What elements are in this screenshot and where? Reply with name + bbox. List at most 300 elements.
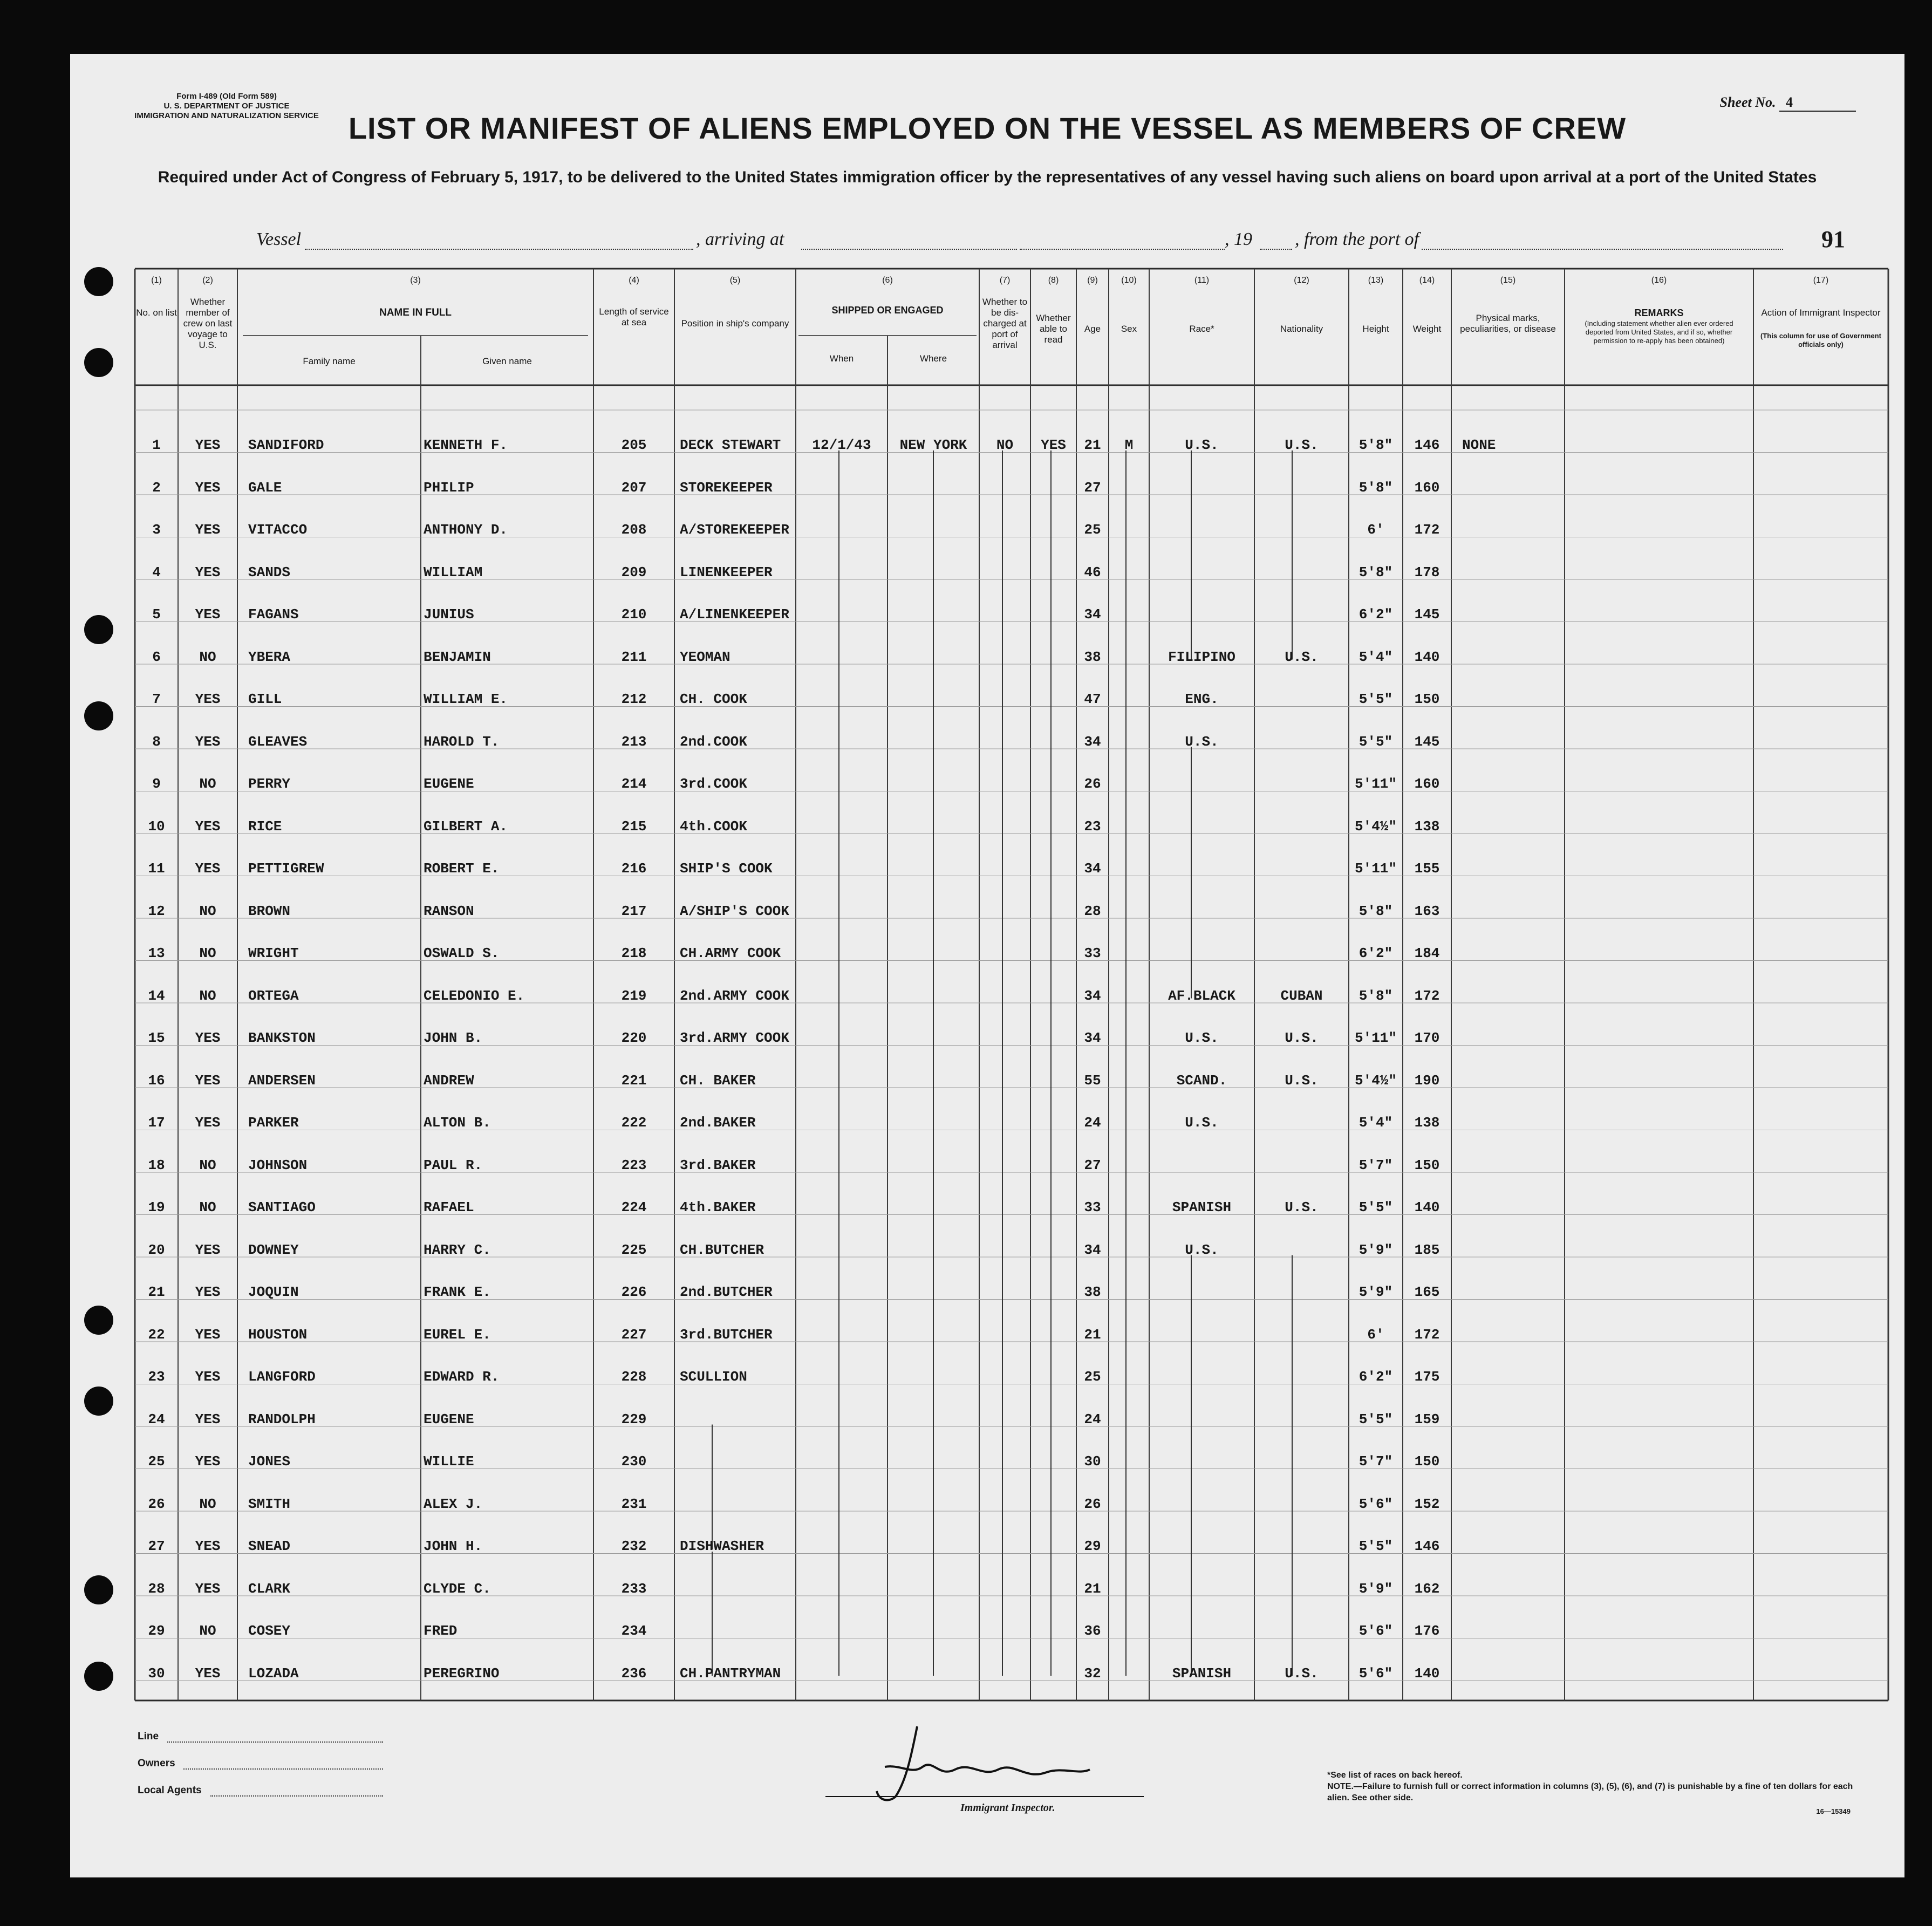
row-number-cell: 12 [148, 903, 165, 919]
family-name-cell: JONES [248, 1453, 291, 1470]
physical-marks-cell: NONE [1462, 437, 1496, 453]
row-number-cell: 26 [148, 1495, 165, 1512]
family-name-cell: PERRY [248, 776, 291, 792]
age-cell: 33 [1084, 945, 1101, 961]
member-last-voyage-cell: YES [195, 1369, 221, 1385]
height-cell: 5'8" [1358, 437, 1393, 453]
position-cell: A/LINENKEEPER [680, 606, 789, 623]
header-physical-marks: Physical marks, peculiarities, or disease [1460, 313, 1556, 334]
col-num: (5) [729, 276, 741, 285]
header-remarks-note: (Including statement whether alien ever ordered deported from United States, and if so, whether permission to re-apply has been obtained) [1585, 319, 1733, 345]
member-last-voyage-cell: YES [195, 1665, 221, 1682]
position-cell: 4th.COOK [680, 818, 747, 835]
height-cell: 5'4½" [1354, 1072, 1397, 1089]
age-cell: 26 [1084, 1495, 1101, 1512]
height-cell: 5'9" [1358, 1241, 1393, 1258]
manifest-sheet [70, 54, 1904, 1877]
age-cell: 36 [1084, 1623, 1101, 1639]
height-cell: 6'2" [1358, 606, 1393, 623]
weight-cell: 170 [1414, 1030, 1440, 1046]
family-name-cell: CLARK [248, 1580, 291, 1597]
family-name-cell: HOUSTON [248, 1326, 308, 1343]
height-cell: 5'4" [1358, 648, 1393, 665]
position-cell: 2nd.BUTCHER [680, 1284, 773, 1300]
position-cell: 3rd.BUTCHER [680, 1326, 773, 1343]
header-action-note: (This column for use of Government officials only) [1760, 332, 1881, 349]
nationality-cell: U.S. [1285, 437, 1319, 453]
length-of-service-cell: 208 [621, 522, 647, 538]
nationality-cell: U.S. [1285, 1665, 1319, 1682]
line-blank [167, 1741, 383, 1743]
length-of-service-cell: 209 [621, 564, 647, 580]
position-cell: STOREKEEPER [680, 479, 773, 496]
position-cell: CH.PANTRYMAN [680, 1665, 781, 1682]
height-cell: 6' [1367, 1326, 1384, 1343]
row-number-cell: 22 [148, 1326, 165, 1343]
family-name-cell: SANDS [248, 564, 291, 580]
height-cell: 5'11" [1354, 860, 1397, 877]
given-name-cell: JUNIUS [424, 606, 474, 623]
weight-cell: 140 [1414, 648, 1440, 665]
length-of-service-cell: 224 [621, 1199, 647, 1215]
position-cell: SHIP'S COOK [680, 860, 773, 877]
length-of-service-cell: 233 [621, 1580, 647, 1597]
family-name-cell: BANKSTON [248, 1030, 316, 1046]
race-cell: SPANISH [1172, 1199, 1232, 1215]
member-last-voyage-cell: YES [195, 1284, 221, 1300]
weight-cell: 175 [1414, 1369, 1440, 1385]
family-name-cell: FAGANS [248, 606, 299, 623]
member-last-voyage-cell: NO [199, 1623, 216, 1639]
row-number-cell: 6 [152, 648, 161, 665]
position-cell: 3rd.COOK [680, 776, 747, 792]
weight-cell: 152 [1414, 1495, 1440, 1512]
position-cell: CH.BUTCHER [680, 1241, 764, 1258]
given-name-cell: EUREL E. [424, 1326, 491, 1343]
length-of-service-cell: 215 [621, 818, 647, 835]
length-of-service-cell: 230 [621, 1453, 647, 1470]
member-last-voyage-cell: YES [195, 860, 221, 877]
race-cell: U.S. [1185, 1115, 1219, 1131]
race-note: *See list of races on back hereof. [1327, 1771, 1463, 1780]
col-num: (12) [1294, 276, 1309, 285]
weight-cell: 155 [1414, 860, 1440, 877]
height-cell: 6'2" [1358, 945, 1393, 961]
given-name-cell: HAROLD T. [424, 733, 500, 750]
member-last-voyage-cell: NO [199, 1495, 216, 1512]
col-num: (16) [1651, 276, 1667, 285]
weight-cell: 172 [1414, 987, 1440, 1004]
member-last-voyage-cell: NO [199, 903, 216, 919]
header-nationality: Nationality [1280, 324, 1323, 334]
row-number-cell: 8 [152, 733, 161, 750]
length-of-service-cell: 217 [621, 903, 647, 919]
age-cell: 21 [1084, 437, 1101, 453]
age-cell: 26 [1084, 776, 1101, 792]
position-cell: DECK STEWART [680, 437, 781, 453]
weight-cell: 146 [1414, 437, 1440, 453]
given-name-cell: EDWARD R. [424, 1369, 500, 1385]
col-num: (17) [1813, 276, 1829, 285]
family-name-cell: WRIGHT [248, 945, 299, 961]
position-cell: 2nd.BAKER [680, 1115, 756, 1131]
row-number-cell: 25 [148, 1453, 165, 1470]
member-last-voyage-cell: YES [195, 1580, 221, 1597]
nationality-cell: U.S. [1285, 1030, 1319, 1046]
length-of-service-cell: 212 [621, 691, 647, 707]
height-cell: 5'6" [1358, 1495, 1393, 1512]
weight-cell: 165 [1414, 1284, 1440, 1300]
height-cell: 6'2" [1358, 1369, 1393, 1385]
given-name-cell: GILBERT A. [424, 818, 508, 835]
age-cell: 34 [1084, 733, 1101, 750]
shipped-where-cell: NEW YORK [899, 437, 967, 453]
member-last-voyage-cell: NO [199, 945, 216, 961]
member-last-voyage-cell: YES [195, 1326, 221, 1343]
col-num: (3) [410, 276, 421, 285]
age-cell: 29 [1084, 1538, 1101, 1554]
row-number-cell: 16 [148, 1072, 165, 1089]
weight-cell: 150 [1414, 1453, 1440, 1470]
header-discharged: Whether to be dis-charged at port of arrival [982, 297, 1028, 350]
family-name-cell: RICE [248, 818, 282, 835]
given-name-cell: JOHN H. [424, 1538, 483, 1554]
header-given-name: Given name [482, 356, 532, 366]
race-cell: ENG. [1185, 691, 1219, 707]
member-last-voyage-cell: YES [195, 606, 221, 623]
member-last-voyage-cell: NO [199, 987, 216, 1004]
weight-cell: 146 [1414, 1538, 1440, 1554]
member-last-voyage-cell: YES [195, 1030, 221, 1046]
col-num: (8) [1048, 276, 1059, 285]
given-name-cell: ALEX J. [424, 1495, 483, 1512]
arriving-label: , arriving at [696, 229, 784, 249]
height-cell: 5'8" [1358, 564, 1393, 580]
family-name-cell: JOQUIN [248, 1284, 299, 1300]
height-cell: 5'7" [1358, 1157, 1393, 1173]
page-subtitle: Required under Act of Congress of February 5, 1917, to be delivered to the United States immigration officer by the representatives of any vessel having such aliens on board upon arrival at a port of the United States [158, 168, 1817, 186]
family-name-cell: GALE [248, 479, 282, 496]
row-number-cell: 1 [152, 437, 161, 453]
position-cell: SCULLION [680, 1369, 747, 1385]
row-number-cell: 21 [148, 1284, 165, 1300]
row-number-cell: 4 [152, 564, 161, 580]
header-weight: Weight [1412, 324, 1442, 334]
length-of-service-cell: 213 [621, 733, 647, 750]
family-name-cell: RANDOLPH [248, 1411, 316, 1428]
given-name-cell: RAFAEL [424, 1199, 474, 1215]
line-label: Line [138, 1731, 159, 1742]
family-name-cell: SMITH [248, 1495, 291, 1512]
header-length-of-service: Length of service at sea [599, 306, 669, 327]
family-name-cell: SNEAD [248, 1538, 291, 1554]
header-name-in-full: NAME IN FULL [379, 307, 452, 318]
footer-notes [1327, 1770, 1867, 1804]
length-of-service-cell: 205 [621, 437, 647, 453]
form-id-line: U. S. DEPARTMENT OF JUSTICE [163, 101, 290, 111]
position-cell: CH.ARMY COOK [680, 945, 781, 961]
race-cell: AF.BLACK [1168, 987, 1235, 1004]
family-name-cell: GILL [248, 691, 282, 707]
length-of-service-cell: 221 [621, 1072, 647, 1089]
length-of-service-cell: 220 [621, 1030, 647, 1046]
height-cell: 5'6" [1358, 1623, 1393, 1639]
family-name-cell: LANGFORD [248, 1369, 316, 1385]
given-name-cell: CLYDE C. [424, 1580, 491, 1597]
row-number-cell: 24 [148, 1411, 165, 1428]
given-name-cell: OSWALD S. [424, 945, 500, 961]
length-of-service-cell: 207 [621, 479, 647, 496]
inspector-signature [809, 1716, 1144, 1807]
height-cell: 5'4½" [1354, 818, 1397, 835]
length-of-service-cell: 234 [621, 1623, 647, 1639]
position-cell: 3rd.BAKER [680, 1157, 756, 1173]
given-name-cell: PAUL R. [424, 1157, 483, 1173]
family-name-cell: GLEAVES [248, 733, 308, 750]
weight-cell: 140 [1414, 1199, 1440, 1215]
race-cell: FILIPINO [1168, 648, 1235, 665]
length-of-service-cell: 216 [621, 860, 647, 877]
header-shipped-or-engaged: SHIPPED OR ENGAGED [831, 305, 944, 316]
member-last-voyage-cell: YES [195, 1072, 221, 1089]
weight-cell: 159 [1414, 1411, 1440, 1428]
member-last-voyage-cell: YES [195, 1241, 221, 1258]
length-of-service-cell: 219 [621, 987, 647, 1004]
member-last-voyage-cell: YES [195, 479, 221, 496]
age-cell: 28 [1084, 903, 1101, 919]
given-name-cell: ANDREW [424, 1072, 474, 1089]
length-of-service-cell: 211 [621, 648, 647, 665]
age-cell: 47 [1084, 691, 1101, 707]
row-number-cell: 17 [148, 1115, 165, 1131]
age-cell: 34 [1084, 1241, 1101, 1258]
family-name-cell: PARKER [248, 1115, 299, 1131]
vessel-label: Vessel [256, 229, 302, 249]
given-name-cell: WILLIAM [424, 564, 483, 580]
given-name-cell: ALTON B. [424, 1115, 491, 1131]
row-number-cell: 27 [148, 1538, 165, 1554]
weight-cell: 138 [1414, 818, 1440, 835]
given-name-cell: ANTHONY D. [424, 522, 508, 538]
weight-cell: 163 [1414, 903, 1440, 919]
age-cell: 25 [1084, 522, 1101, 538]
age-cell: 30 [1084, 1453, 1101, 1470]
row-number-cell: 9 [152, 776, 161, 792]
length-of-service-cell: 232 [621, 1538, 647, 1554]
nationality-cell: CUBAN [1280, 987, 1323, 1004]
weight-cell: 138 [1414, 1115, 1440, 1131]
weight-cell: 172 [1414, 1326, 1440, 1343]
weight-cell: 150 [1414, 1157, 1440, 1173]
member-last-voyage-cell: YES [195, 564, 221, 580]
given-name-cell: WILLIAM E. [424, 691, 508, 707]
length-of-service-cell: 227 [621, 1326, 647, 1343]
row-number-cell: 23 [148, 1369, 165, 1385]
weight-cell: 185 [1414, 1241, 1440, 1258]
height-cell: 5'5" [1358, 1199, 1393, 1215]
row-number-cell: 5 [152, 606, 161, 623]
col-num: (7) [999, 276, 1011, 285]
length-of-service-cell: 218 [621, 945, 647, 961]
weight-cell: 145 [1414, 733, 1440, 750]
length-of-service-cell: 228 [621, 1369, 647, 1385]
height-cell: 5'5" [1358, 733, 1393, 750]
header-family-name: Family name [303, 356, 356, 366]
weight-cell: 162 [1414, 1580, 1440, 1597]
position-cell: YEOMAN [680, 648, 731, 665]
penalty-note: NOTE.—Failure to furnish full or correct information in columns (3), (5), (6), and (7) is punishable by a fine of ten dollars for each alien. See other side. [1327, 1782, 1853, 1802]
form-id-line: Form I-489 (Old Form 589) [176, 92, 277, 101]
member-last-voyage-cell: NO [199, 648, 216, 665]
family-name-cell: VITACCO [248, 522, 308, 538]
age-cell: 38 [1084, 648, 1101, 665]
age-cell: 21 [1084, 1326, 1101, 1343]
row-number-cell: 19 [148, 1199, 165, 1215]
col-num: (4) [629, 276, 639, 285]
family-name-cell: SANDIFORD [248, 437, 324, 453]
from-port-label: , from the port of [1295, 229, 1419, 249]
race-cell: U.S. [1185, 437, 1219, 453]
given-name-cell: JOHN B. [424, 1030, 483, 1046]
row-number-cell: 20 [148, 1241, 165, 1258]
header-position: Position in ship's company [681, 318, 789, 329]
position-cell: 2nd.ARMY COOK [680, 987, 789, 1004]
position-cell: CH. COOK [680, 691, 747, 707]
position-cell: LINENKEEPER [680, 564, 773, 580]
age-cell: 34 [1084, 987, 1101, 1004]
header-where: Where [919, 353, 947, 364]
height-cell: 5'6" [1358, 1665, 1393, 1682]
position-cell: DISHWASHER [680, 1538, 764, 1554]
weight-cell: 184 [1414, 945, 1440, 961]
race-cell: U.S. [1185, 1030, 1219, 1046]
height-cell: 5'5" [1358, 691, 1393, 707]
position-cell: A/STOREKEEPER [680, 522, 789, 538]
age-cell: 38 [1084, 1284, 1101, 1300]
given-name-cell: PHILIP [424, 479, 474, 496]
sheet-number-label: Sheet No. [1719, 94, 1776, 110]
length-of-service-cell: 222 [621, 1115, 647, 1131]
age-cell: 34 [1084, 1030, 1101, 1046]
member-last-voyage-cell: NO [199, 776, 216, 792]
age-cell: 21 [1084, 1580, 1101, 1597]
immigrant-inspector-label: Immigrant Inspector. [960, 1802, 1055, 1814]
form-id-line: IMMIGRATION AND NATURALIZATION SERVICE [134, 111, 319, 120]
length-of-service-cell: 225 [621, 1241, 647, 1258]
header-remarks: REMARKS [1634, 308, 1684, 318]
age-cell: 34 [1084, 606, 1101, 623]
length-of-service-cell: 229 [621, 1411, 647, 1428]
height-cell: 6' [1367, 522, 1384, 538]
age-cell: 25 [1084, 1369, 1101, 1385]
member-last-voyage-cell: YES [195, 691, 221, 707]
given-name-cell: BENJAMIN [424, 648, 491, 665]
sex-cell: M [1124, 437, 1134, 453]
length-of-service-cell: 231 [621, 1495, 647, 1512]
family-name-cell: JOHNSON [248, 1157, 308, 1173]
row-number-cell: 10 [148, 818, 165, 835]
header-no-on-list: No. on list [136, 308, 177, 318]
age-cell: 55 [1084, 1072, 1101, 1089]
age-cell: 27 [1084, 1157, 1101, 1173]
height-cell: 5'11" [1354, 776, 1397, 792]
length-of-service-cell: 236 [621, 1665, 647, 1682]
weight-cell: 140 [1414, 1665, 1440, 1682]
given-name-cell: FRED [424, 1623, 458, 1639]
col-num: (10) [1121, 276, 1137, 285]
age-cell: 46 [1084, 564, 1101, 580]
family-name-cell: COSEY [248, 1623, 291, 1639]
col-num: (6) [882, 276, 893, 285]
row-number-cell: 15 [148, 1030, 165, 1046]
position-cell: 2nd.COOK [680, 733, 747, 750]
age-cell: 27 [1084, 479, 1101, 496]
member-last-voyage-cell: NO [199, 1157, 216, 1173]
height-cell: 5'5" [1358, 1538, 1393, 1554]
header-member-last-voyage: Whether member of crew on last voyage to U.S. [183, 297, 233, 350]
height-cell: 5'7" [1358, 1453, 1393, 1470]
height-cell: 5'9" [1358, 1284, 1393, 1300]
member-last-voyage-cell: YES [195, 1538, 221, 1554]
position-cell: 4th.BAKER [680, 1199, 756, 1215]
sheet-number-value: 4 [1779, 94, 1856, 112]
given-name-cell: FRANK E. [424, 1284, 491, 1300]
race-cell: U.S. [1185, 733, 1219, 750]
position-cell: A/SHIP'S COOK [680, 903, 789, 919]
member-last-voyage-cell: YES [195, 1453, 221, 1470]
given-name-cell: CELEDONIO E. [424, 987, 525, 1004]
header-age: Age [1084, 324, 1101, 334]
height-cell: 5'11" [1354, 1030, 1397, 1046]
given-name-cell: ROBERT E. [424, 860, 500, 877]
family-name-cell: LOZADA [248, 1665, 299, 1682]
height-cell: 5'8" [1358, 479, 1393, 496]
position-cell: 3rd.ARMY COOK [680, 1030, 789, 1046]
family-name-cell: ANDERSEN [248, 1072, 316, 1089]
nationality-cell: U.S. [1285, 648, 1319, 665]
given-name-cell: PEREGRINO [424, 1665, 500, 1682]
col-num: (13) [1368, 276, 1384, 285]
age-cell: 24 [1084, 1115, 1101, 1131]
shipped-when-cell: 12/1/43 [812, 437, 871, 453]
owners-blank [183, 1768, 383, 1770]
race-cell: SPANISH [1172, 1665, 1232, 1682]
given-name-cell: RANSON [424, 903, 474, 919]
header-race: Race* [1189, 324, 1214, 334]
member-last-voyage-cell: YES [195, 1411, 221, 1428]
row-number-cell: 18 [148, 1157, 165, 1173]
age-cell: 33 [1084, 1199, 1101, 1215]
length-of-service-cell: 226 [621, 1284, 647, 1300]
length-of-service-cell: 214 [621, 776, 647, 792]
row-number-cell: 28 [148, 1580, 165, 1597]
header-when: When [829, 353, 854, 364]
age-cell: 32 [1084, 1665, 1101, 1682]
length-of-service-cell: 223 [621, 1157, 647, 1173]
col-num: (14) [1419, 276, 1435, 285]
given-name-cell: EUGENE [424, 776, 474, 792]
length-of-service-cell: 210 [621, 606, 647, 623]
header-height: Height [1362, 324, 1389, 334]
family-name-cell: SANTIAGO [248, 1199, 316, 1215]
weight-cell: 190 [1414, 1072, 1440, 1089]
member-last-voyage-cell: YES [195, 437, 221, 453]
nationality-cell: U.S. [1285, 1199, 1319, 1215]
col-num: (1) [151, 276, 162, 285]
given-name-cell: EUGENE [424, 1411, 474, 1428]
row-number-cell: 14 [148, 987, 165, 1004]
weight-cell: 172 [1414, 522, 1440, 538]
